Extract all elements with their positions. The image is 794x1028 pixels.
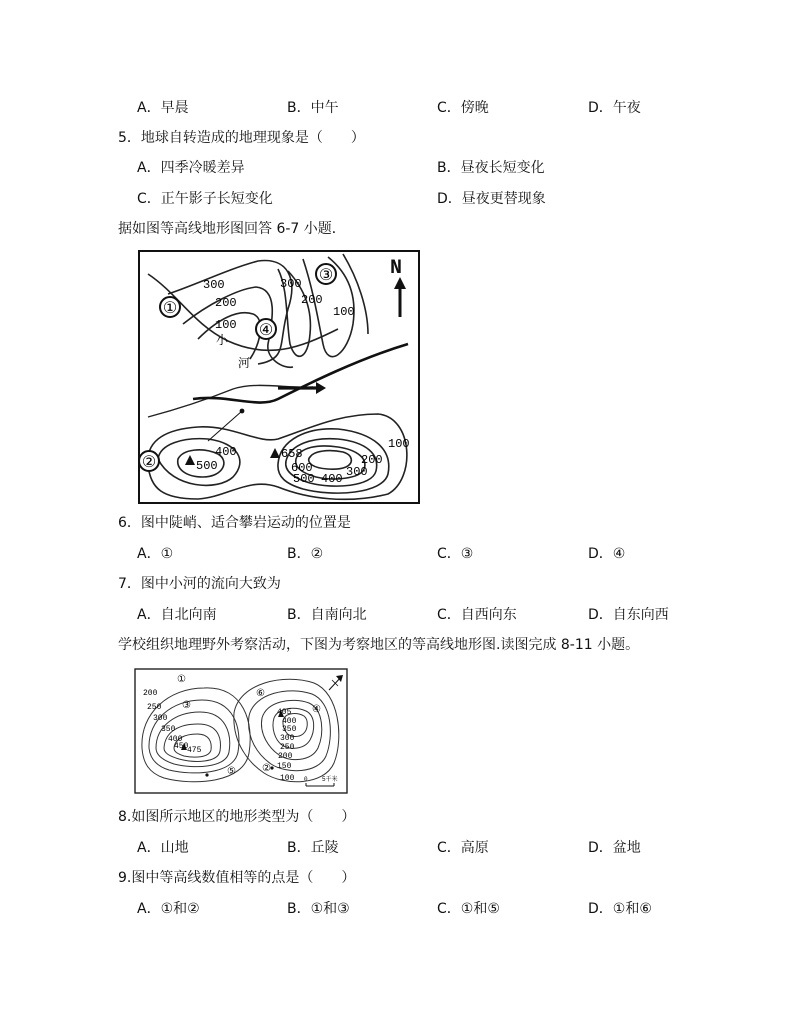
- scale-zero: 0: [304, 776, 308, 783]
- q5-option-b[interactable]: B．昼夜长短变化: [437, 160, 545, 176]
- q9-option-b[interactable]: B．①和③: [287, 901, 350, 917]
- q6-option-c[interactable]: C．③: [437, 546, 474, 562]
- map2-marker-2: ②: [262, 764, 271, 775]
- q8-option-c[interactable]: C．高原: [437, 840, 489, 856]
- map2-label: 200: [278, 752, 293, 761]
- contour-map-1: [138, 249, 421, 505]
- map1-label: 300: [203, 278, 225, 292]
- q8-option-b[interactable]: B．丘陵: [287, 840, 339, 856]
- map2-label: 405: [277, 708, 292, 717]
- map1-label: 400: [215, 445, 237, 459]
- map2-marker-3: ③: [182, 701, 191, 712]
- point-dot: [205, 773, 208, 776]
- map2-label: 400: [282, 717, 297, 726]
- q9-option-a[interactable]: A．①和②: [137, 901, 200, 917]
- map2-label: 150: [277, 762, 292, 771]
- map2-label: 300: [280, 734, 295, 743]
- map1-label: 658: [281, 447, 303, 461]
- q5-option-d[interactable]: D．昼夜更替现象: [437, 191, 546, 207]
- map1-label: 100: [333, 305, 355, 319]
- map2-label: 475: [187, 746, 202, 755]
- q5-stem: 5．地球自转造成的地理现象是（ ）: [118, 130, 365, 146]
- north-label: N: [390, 257, 403, 280]
- q5-option-a[interactable]: A．四季冷暖差异: [137, 160, 245, 176]
- q7-option-c[interactable]: C．自西向东: [437, 607, 517, 623]
- contour-map-2: [134, 668, 348, 794]
- q6-stem: 6．图中陡峭、适合攀岩运动的位置是: [118, 515, 351, 531]
- q4-option-b[interactable]: B．中午: [287, 100, 339, 116]
- map2-label: 100: [280, 774, 295, 783]
- q8-option-a[interactable]: A．山地: [137, 840, 189, 856]
- map1-marker-3: ③: [318, 267, 334, 285]
- map2-label: 450: [174, 742, 189, 751]
- q7-option-b[interactable]: B．自南向北: [287, 607, 367, 623]
- q7-option-d[interactable]: D．自东向西: [588, 607, 669, 623]
- map1-label: 500: [196, 459, 218, 473]
- q9-option-c[interactable]: C．①和⑤: [437, 901, 500, 917]
- river-char: 小: [216, 334, 229, 348]
- q4-option-c[interactable]: C．傍晚: [437, 100, 489, 116]
- q7-stem: 7．图中小河的流向大致为: [118, 576, 281, 592]
- map1-label: 600: [291, 461, 313, 475]
- map2-marker-1: ①: [177, 675, 186, 686]
- q6-option-d[interactable]: D．④: [588, 546, 626, 562]
- scale-label: 5千米: [322, 776, 338, 783]
- map2-marker-6: ⑥: [256, 689, 265, 700]
- q8-option-d[interactable]: D．盆地: [588, 840, 641, 856]
- map2-label: 250: [280, 743, 295, 752]
- map1-label: 400: [321, 472, 343, 486]
- map1-label: 300: [346, 465, 368, 479]
- intro-8-11: 学校组织地理野外考察活动，下图为考察地区的等高线地形图.读图完成 8-11 小题。: [118, 637, 640, 653]
- map2-label: 300: [153, 714, 168, 723]
- q9-option-d[interactable]: D．①和⑥: [588, 901, 652, 917]
- map2-label: 400: [168, 735, 183, 744]
- map1-marker-4: ④: [258, 322, 274, 340]
- map2-label: 250: [147, 703, 162, 712]
- map1-label: 100: [388, 437, 410, 451]
- map1-label: 200: [361, 453, 383, 467]
- map1-label: 200: [301, 293, 323, 307]
- map1-label: 300: [280, 277, 302, 291]
- q4-option-d[interactable]: D．午夜: [588, 100, 641, 116]
- map1-marker-1: ①: [162, 300, 178, 318]
- q5-option-c[interactable]: C．正午影子长短变化: [137, 191, 273, 207]
- q8-stem: 8.如图所示地区的地形类型为（ ）: [118, 809, 356, 825]
- q4-option-a[interactable]: A．早晨: [137, 100, 189, 116]
- river-char: 河: [238, 357, 251, 371]
- q9-stem: 9.图中等高线数值相等的点是（ ）: [118, 870, 356, 886]
- q6-option-b[interactable]: B．②: [287, 546, 324, 562]
- map2-label: 350: [161, 725, 176, 734]
- map2-label: 200: [143, 689, 158, 698]
- map2-marker-5: ⑤: [227, 767, 236, 778]
- map1-label: 200: [215, 296, 237, 310]
- q7-option-a[interactable]: A．自北向南: [137, 607, 217, 623]
- map2-marker-4: ④: [312, 705, 321, 716]
- map1-label: 500: [293, 472, 315, 486]
- map1-label: 100: [215, 318, 237, 332]
- q6-option-a[interactable]: A．①: [137, 546, 174, 562]
- map1-marker-2: ②: [141, 454, 157, 472]
- intro-6-7: 据如图等高线地形图回答 6-7 小题．: [118, 221, 346, 237]
- map2-label: 350: [282, 725, 297, 734]
